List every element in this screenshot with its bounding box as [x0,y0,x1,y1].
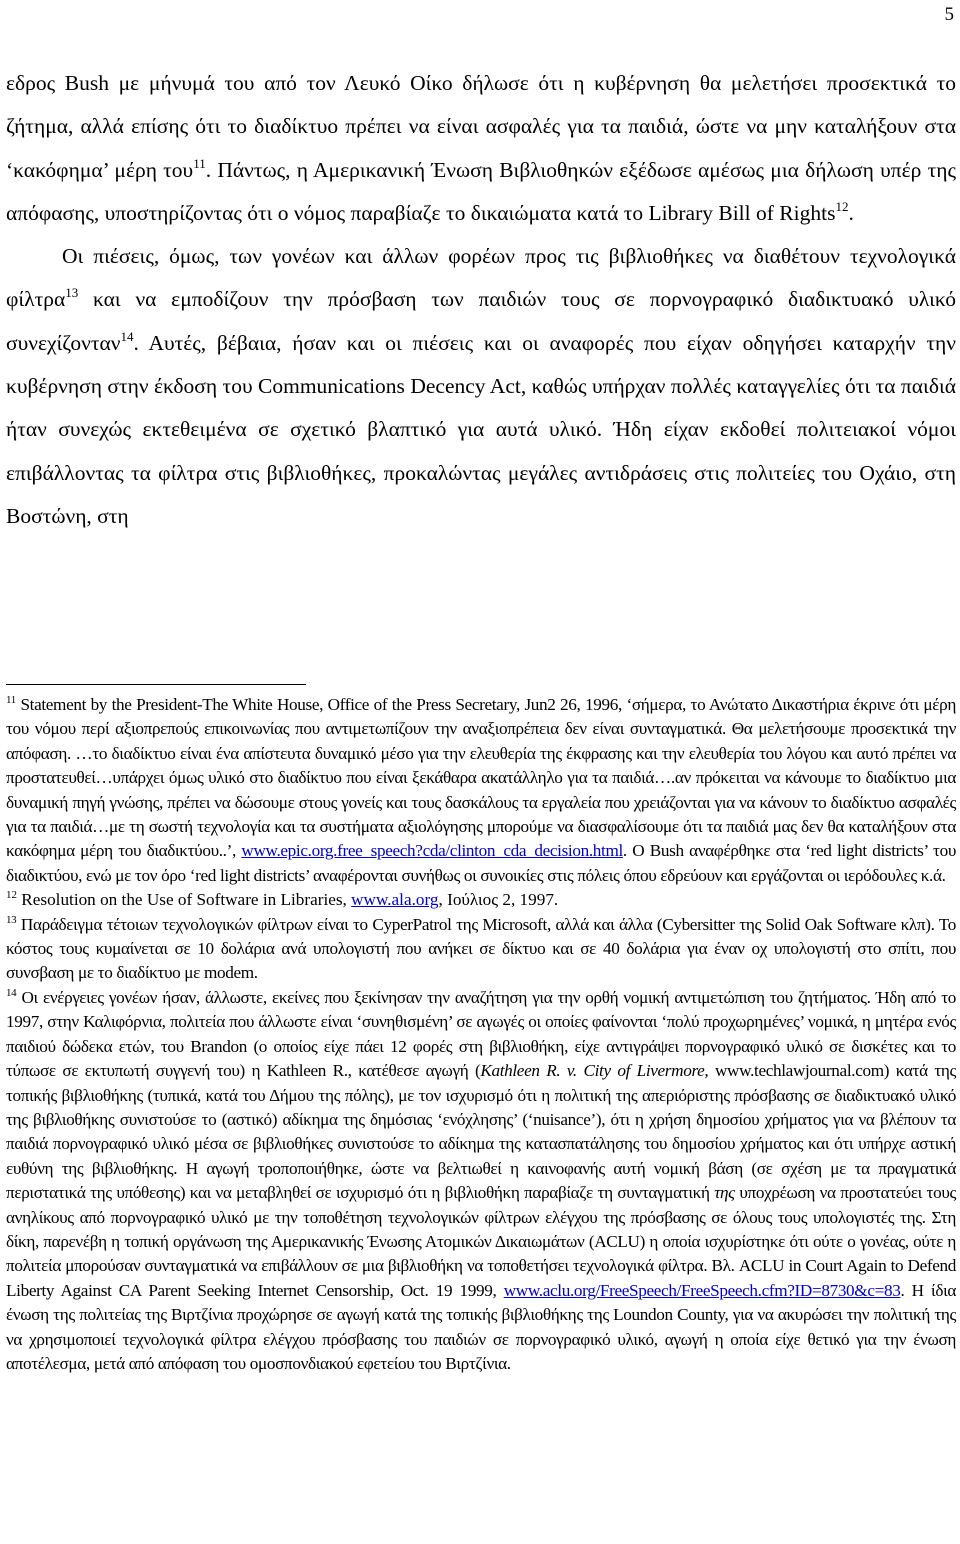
body-paragraph-1 [6,62,956,235]
footnote-link[interactable]: www.aclu.org/FreeSpeech/FreeSpeech.cfm?ID=8730&c=83 [503,1280,901,1300]
footnote-text: Resolution on the Use of Software in Libraries, [17,890,352,910]
footnote-text: www.techlawjournal.com) κατά της τοπικής βιβλιοθήκης (τυπικά, κατά του Δήμου της πόλης), με τον ισχυρισμό ότι η πολιτική της απεριόριστης πρόσβασης σε διαδικτυακό υλικό της βιβλιοθήκης συνιστούσε το (αστικό) αδίκημα της δημόσιας ‘ενόχλησης’ (‘nuisance’), ότι η χρήση δημοσίου χρήματος για να βλέπουν τα παιδιά πορνογραφικό υλικό μέσα σε βιβλιοθήκες συνιστούσε το αδίκημα της κατασπατάλησης του δημοσίου χρήματος και ότι υπήρχε αστική ευθύνη της βιβλιοθήκης. Η αγωγή τροποποιήθηκε, ώστε να βελτιωθεί η καινοφανής αυτή νομική βάση (σε σχέση με τα πραγματικά περιστατικά της υπόθεσης) και να μεταβληθεί σε ισχυρισμό ότι η βιβλιοθήκη παραβίαζε τη συνταγματική [6,1061,957,1203]
paragraph-text: . [848,200,854,225]
footnote-12 [6,888,956,912]
footnote-text: , Ιούλιος 2, 1997. [438,890,559,910]
footnote-link[interactable]: www.ala.org [351,890,439,910]
footnote-number: 13 [6,913,17,926]
paragraph-text: . Πάντως, η Αμερικανική Ένωση Βιβλιοθηκών εξέδωσε αμέσως μια δήλωση υπέρ της απόφασης, υποστηρίζοντας ότι ο νόμος παραβίαζε το δικαιώματα κατά το Library Bill of Rights [6,157,956,225]
footnote-number: 11 [6,694,16,706]
footnote-14 [6,986,956,1377]
paragraph-text: . Αυτές, βέβαια, ήσαν και οι πιέσεις και οι αναφορές που είχαν οδηγήσει καταρχήν την κυβέρνηση στην έκδοση του Communications Decency Act, καθώς υπήρχαν πολλές καταγγελίες ότι τα παιδιά ήταν συνεχώς εκτεθειμένα σε σχετικό βλαπτικό για αυτά υλικό. Ήδη είχαν εκδοθεί πολιτειακοί νόμοι επιβάλλοντας τα φίλτρα στις βιβλιοθήκες, προκαλώντας μεγάλες αντιδράσεις στις πολιτείες του Οχάιο, στη Βοστώνη, στη [6,330,956,528]
body-text [6,62,956,538]
footnote-number: 14 [6,986,17,999]
footnote-ref-13[interactable]: 13 [65,285,79,301]
paragraph-text: και να εμποδίζουν την πρόσβαση των παιδιών τους σε πορνογραφικό διαδικτυακό υλικό συνεχίζονταν [6,287,956,355]
footnotes [6,693,956,1376]
body-paragraph-2 [6,235,956,538]
footnote-text: Statement by the President-The White House, Office of the Press Secretary, Jun2 26, 1996, ‘σήμερα, το Ανώτατο Δικαστήρια έκρινε ότι μέρη του νόμου περί αξιοπρεπούς επικοινωνίας που αντιμετωπίζουν την αναξιοπρέπεια δεν είναι συνταγματικά. Θα μελετήσουμε προσεκτικά την απόφαση. …το διαδίκτυο είναι ένα απίστευτα δυναμικό μέσο για την ελευθερία της έκφρασης και την ελευθερία του λόγου και αυτό πρέπει να προστατευθεί…υπάρχει όμως υλικό στο διαδίκτυο που είναι ξεκάθαρα ακατάλληλο για τα παιδιά….αν πρόκειται να κάνουμε το διαδίκτυο μια δυναμική πηγή γνώσης, πρέπει να δώσουμε στους γονείς και τους δασκάλους τα εργαλεία που χρειάζονται για να κάνουν το διαδίκτυο ασφαλές για τα παιδιά…με τη σωστή τεχνολογία και τα συστήματα αξιολόγησης μπορούμε να διασφαλίσουμε ότι τα παιδιά μας δεν θα καταλήξουν στα κακόφημα μέρη του διαδικτύου..’, [6,695,956,861]
footnote-text: Οι ενέργειες γονέων ήσαν, άλλωστε, εκείνες που ξεκίνησαν την αναζήτηση για την ορθή νομική αντιμετώπιση του ζητήματος. Ήδη από το 1997, στην Καλιφόρνια, πολιτεία που άλλωστε είναι ‘συνηθισμένη’ σε αγωγές οι οποίες φαίνονται ‘πολύ προχωρημένες’ νομικά, η μητέρα ενός παιδιού δώδεκα ετών, του Brandon (ο οποίος είχε πάει 12 φορές στη βιβλιοθήκη, είχε αντιγράψει πορνογραφικό υλικό σε δισκέτες και το τύπωσε σε εκτυπωτή συγγενή του) η Kathleen R., κατέθεσε αγωγή ( [6,987,956,1081]
case-citation: Kathleen R. v. City of Livermore, [480,1061,709,1081]
footnote-text: Παράδειγμα τέτοιων τεχνολογικών φίλτρων είναι το CyperPatrol της Microsoft, αλλά και άλλα (Cybersitter της Solid Oak Software κλπ). Το κόστος τους κυμαίνεται σε 10 δολάρια ανά υπολογιστή που ανήκει σε δίκτυο και σε 40 δολάρια για έναν οχ υπολογιστή στο σπίτι, που συνσβαση με το διαδίκτυο με modem. [6,914,956,983]
footnote-ref-11[interactable]: 11 [193,155,206,171]
footnote-link[interactable]: www.epic.org.free_speech?cda/clinton_cda_decision.html [241,841,623,861]
paragraph-text: εδρος Bush με μήνυμά του από τον Λευκό Οίκο δήλωσε ότι η κυβέρνηση θα μελετήσει προσεκτικά το ζήτημα, αλλά επίσης ότι το διαδίκτυο πρέπει να είναι ασφαλές για τα παιδιά, ώστε να μην καταλήξουν στα ‘κακόφημα’ μέρη του [6,71,956,182]
footnote-text: . Ο Bush αναφέρθηκε στα ‘red light districts’ του διαδικτύου, ενώ με τον όρο ‘red light districts’ αναφέρονται συνήθως οι συνοικίες στις πόλεις όπου εδρεύουν και εργάζονται οι ιερόδουλες κ.ά. [6,841,956,885]
footnote-separator [6,684,306,685]
footnote-italic: της [714,1183,735,1203]
footnote-text: υποχρέωση να προστατεύει τους ανηλίκους από πορνογραφικό υλικό με την τοποθέτηση τεχνολογικών φίλτρων ελέγχου της πρόσβασης σε όλους τους υπολογιστές της. Στη δίκη, παρενέβη η τοπική οργάνωση της Αμερικανικής Ένωσης Ατομικών Δικαιωμάτων (ACLU) η οποία ισχυρίστηκε ότι ούτε ο γονέας, ούτε η πολιτεία μπορούσαν συνταγματικά να επιβάλλουν σε μια βιβλιοθήκη να τοποθετήσει τεχνολογικά φίλτρα. Βλ. ACLU in Court Again to Defend Liberty Against CA Parent Seeking Internet Censorship, Oct. 19 1999, [6,1183,956,1300]
page-number: 5 [944,4,954,25]
paragraph-text: Οι πιέσεις, όμως, των γονέων και άλλων φορέων προς τις βιβλιοθήκες να διαθέτουν τεχνολογικά φίλτρα [6,244,956,312]
footnote-number: 12 [6,889,17,902]
footnote-ref-12[interactable]: 12 [835,198,849,214]
footnote-text: . Η ίδια ένωση της πολιτείας της Βιρτζίνια προχώρησε σε αγωγή κατά της τοπικής βιβλιοθήκης της Loundon County, για να ακυρώσει την πολιτική της να χρησιμοποιεί τεχνολογικά φίλτρα ελέγχου πρόσβασης του παιδιών σε πορνογραφικό υλικό, αγωγή η οποία είχε θετικό για την ένωση αποτέλεσμα, μετά από απόφαση του ομοσπονδιακού εφετείου του Βιρτζίνια. [6,1280,956,1373]
footnote-13 [6,913,956,986]
footnote-11 [6,693,956,888]
footnote-ref-14[interactable]: 14 [120,328,134,344]
